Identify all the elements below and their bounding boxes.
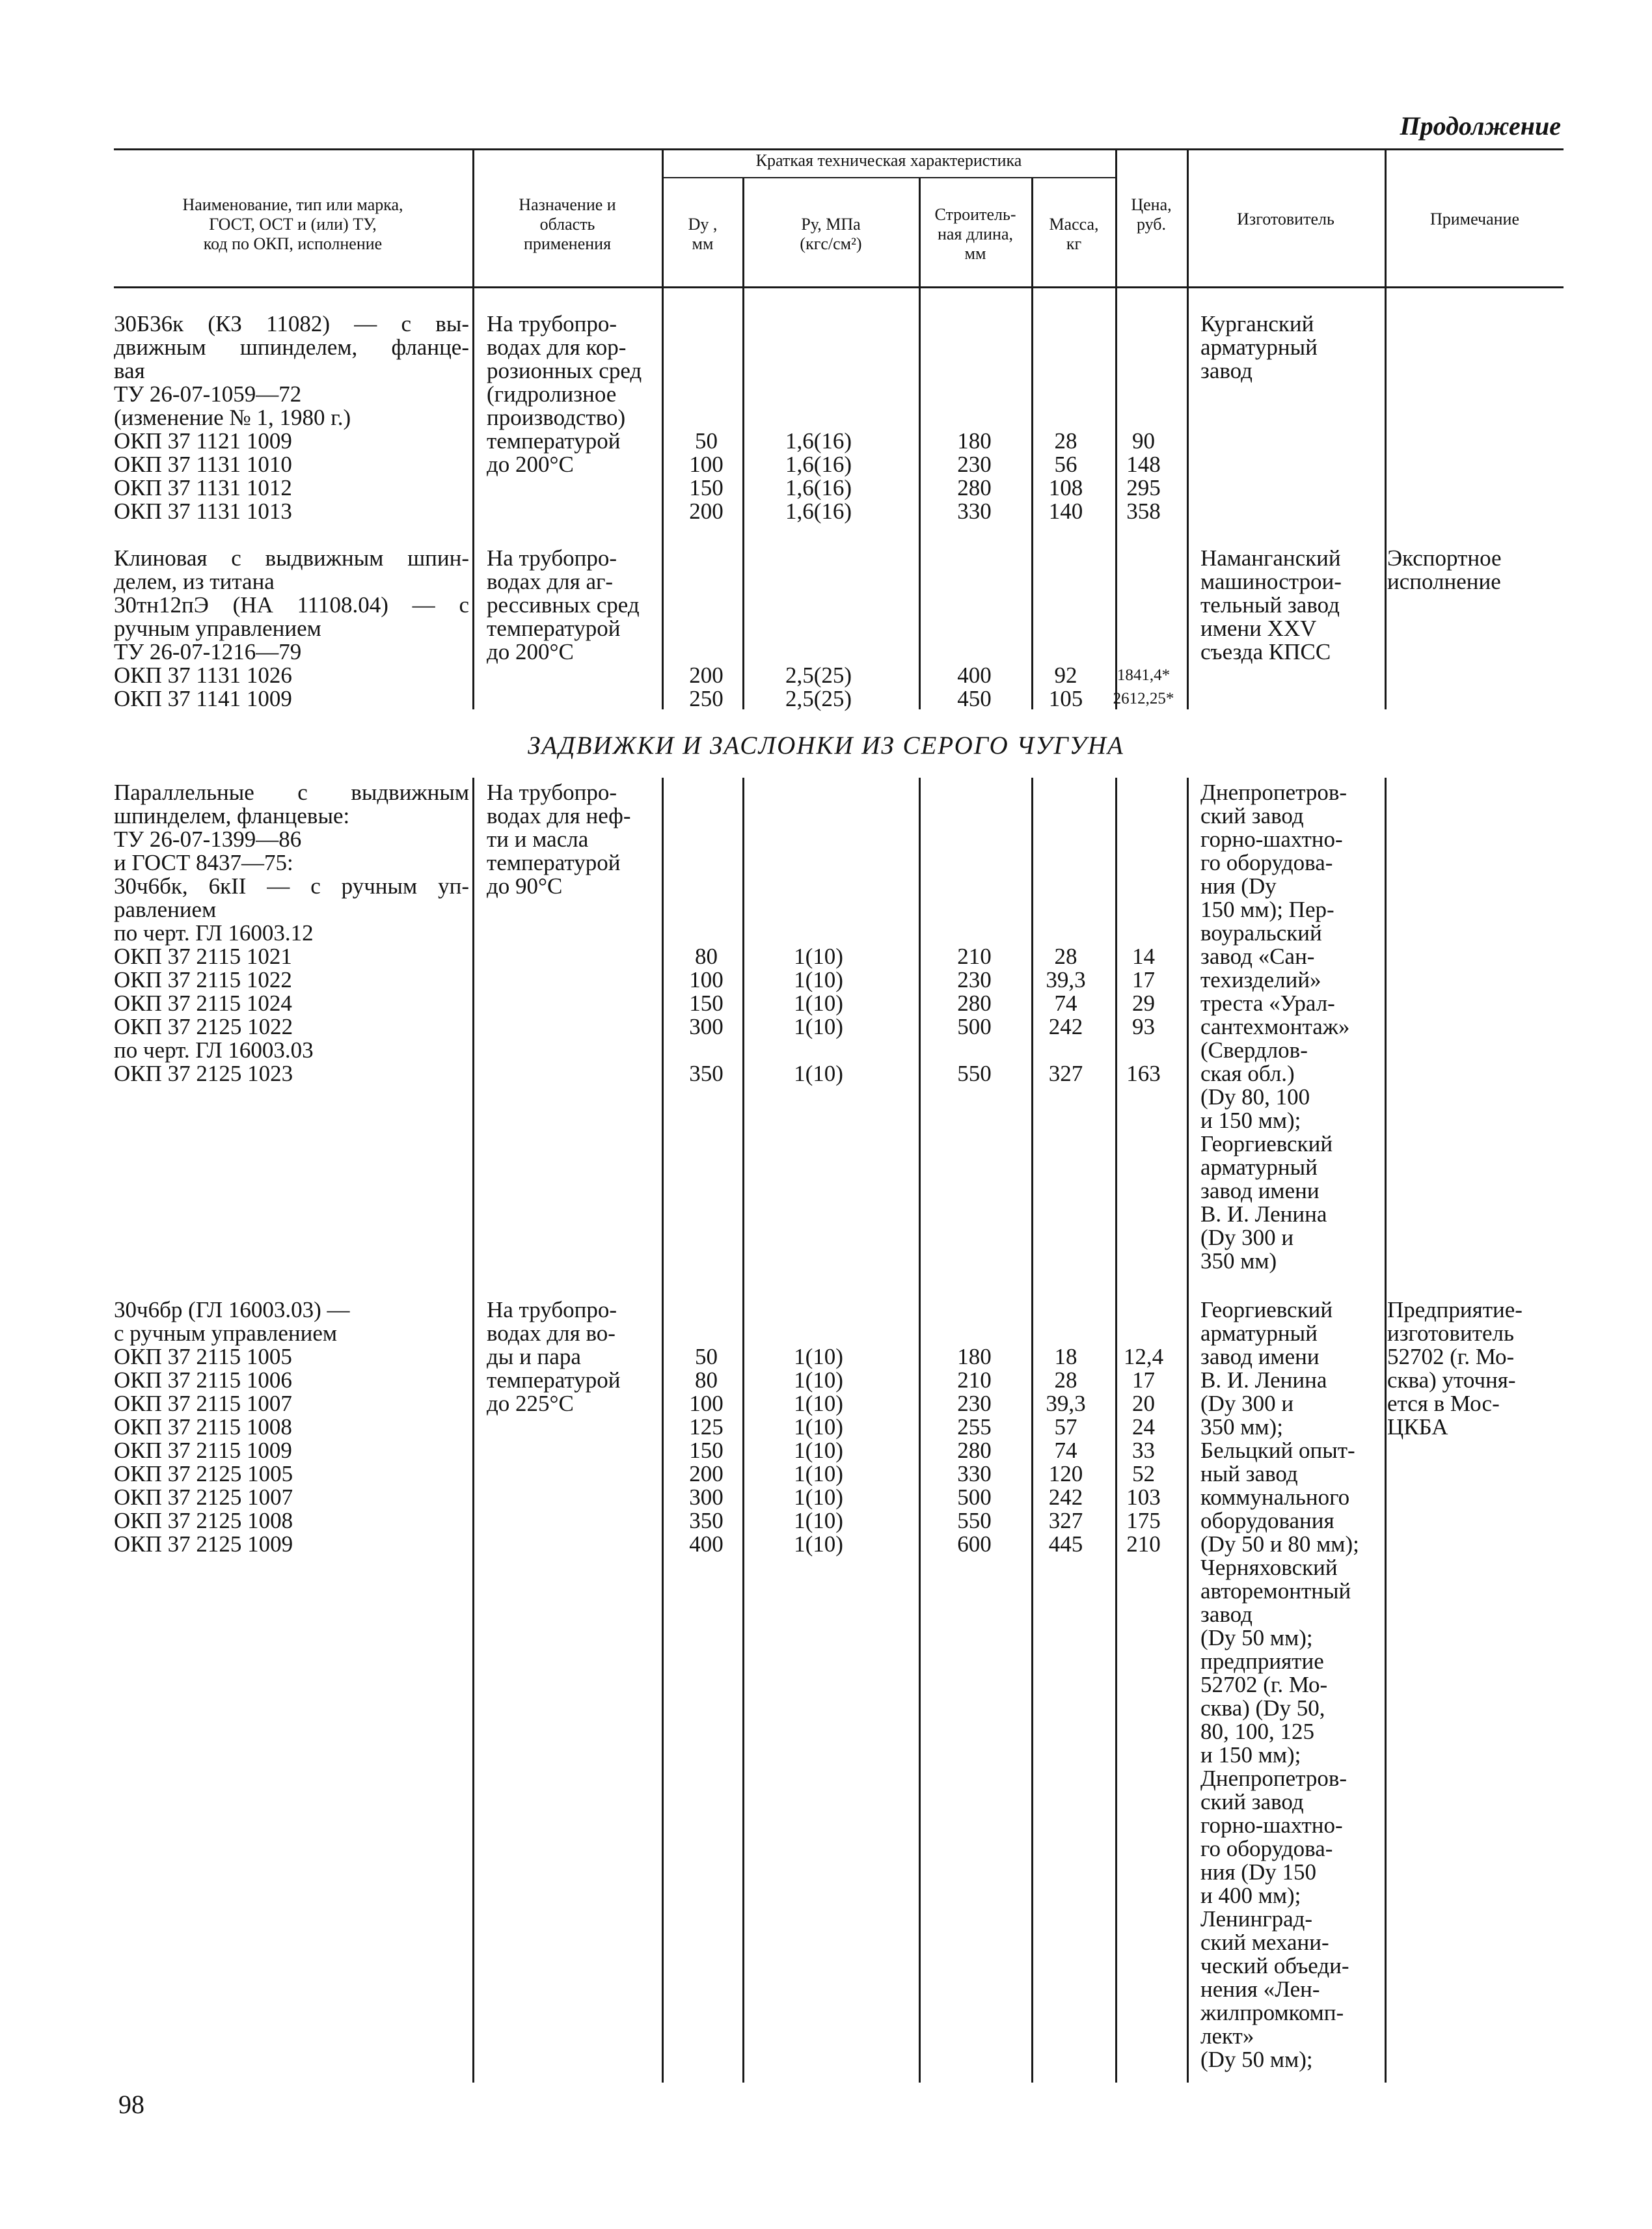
length-values: 210 230 280 500 550 [957, 944, 992, 1086]
column-divider [919, 778, 921, 2083]
dy-values: 50 100 150 200 [689, 428, 724, 524]
item-purpose: На трубопро- водах для неф- ти и масла температурой до 90°С [487, 780, 631, 899]
length-values: 180 210 230 255 280 330 500 550 600 [957, 1344, 992, 1557]
mass-values: 18 28 39,3 57 74 120 242 327 445 [1046, 1344, 1086, 1557]
mass-values: 92 105 [1048, 663, 1083, 711]
note: Предприятие- изготовитель 52702 (г. Мо- сква) уточня- ется в Мос- ЦКБА [1387, 1297, 1523, 1440]
length-values: 400 450 [957, 663, 992, 711]
note: Экспортное исполнение [1387, 545, 1502, 594]
item-name: 30Б36к (КЗ 11082) — с вы- движным шпинделем, фланце- вая ТУ 26-07-1059—72 (изменение № 1, 1980 г.) ОКП 37 1121 1009 ОКП 37 1131 1010 ОКП 37 1131 1012 ОКП 37 1131 1013 [114, 311, 469, 524]
column-divider [1187, 150, 1189, 709]
item-name: Параллельные с выдвижным шпинделем, фланцевые: ТУ 26-07-1399—86 и ГОСТ 8437—75: 30ч6бк, 6кII — с ручным уп- равлением по черт. ГЛ 16003.12 ОКП 37 2115 1021 ОКП 37 2115 1022 ОКП 37 2115 1024 ОКП 37 2125 1022 по черт. ГЛ 16003.03 ОКП 37 2125 1023 [114, 780, 469, 1086]
header-maker: Изготовитель [1237, 210, 1334, 228]
header-dy: Dу , мм [688, 215, 718, 253]
column-divider [742, 778, 744, 2083]
manufacturer: Георгиевский арматурный завод имени В. И. Ленина (Dу 300 и 350 мм); Бельцкий опыт- ный завод коммунального оборудования (Dу 50 и 80 мм); Черняховский авторемонтный завод (Dу 50 мм); предприятие 52702 (г. Мо- сква) (Dу 50, 80, 100, 125 и 150 мм); Днепропетров- ский завод горно-шахтно- го оборудова- ния (Dу 150 и 400 мм); Ленинград- ский механи- ческий объеди- нения «Лен- жилпромкомп- лект» (Dу 50 мм); [1200, 1297, 1359, 2072]
table-top-rule [114, 148, 1564, 150]
header-length: Строитель- ная длина, мм [934, 205, 1016, 263]
manufacturer: Наманганский машинострои- тельный завод имени XXV съезда КПСС [1200, 545, 1342, 664]
dy-values: 50 80 100 125 150 200 300 350 400 [689, 1344, 724, 1557]
section-title: ЗАДВИЖКИ И ЗАСЛОНКИ ИЗ СЕРОГО ЧУГУНА [528, 732, 1124, 759]
mass-values: 28 39,3 74 242 327 [1046, 944, 1086, 1086]
py-values: 1,6(16) 1,6(16) 1,6(16) 1,6(16) [785, 428, 852, 524]
column-divider [1385, 778, 1387, 2083]
item-name: Клиновая с выдвижным шпин- делем, из титана 30тн12пЭ (НА 11108.04) — с ручным управлением ТУ 26-07-1216—79 ОКП 37 1131 1026 ОКП 37 1141 1009 [114, 545, 469, 711]
header-price: Цена, руб. [1131, 195, 1172, 234]
length-values: 180 230 280 330 [957, 428, 992, 524]
header-bottom-rule [114, 286, 1564, 288]
header-name: Наименование, тип или марка, ГОСТ, ОСТ и (или) ТУ, код по ОКП, исполнение [182, 195, 403, 253]
column-divider [1385, 150, 1387, 709]
header-tech: Краткая техническая характеристика [755, 151, 1022, 170]
py-values: 1(10) 1(10) 1(10) 1(10) 1(10) 1(10) 1(10) 1(10) 1(10) [794, 1344, 843, 1557]
price-values: 12,4 17 20 24 33 52 103 175 210 [1123, 1344, 1164, 1557]
header-mass: Масса, кг [1049, 215, 1099, 253]
item-purpose: На трубопро- водах для во- ды и пара температурой до 225°С [487, 1297, 621, 1416]
column-divider [472, 150, 474, 709]
manufacturer: Курганский арматурный завод [1200, 311, 1318, 383]
manufacturer: Днепропетров- ский завод горно-шахтно- го оборудова- ния (Dу 150 мм); Пер- воуральский завод «Сан- техизделий» треста «Урал- сантехмонтаж» (Свердлов- ская обл.) (Dу 80, 100 и 150 мм); Георгиевский арматурный завод имени В. И. Ленина (Dу 300 и 350 мм) [1200, 780, 1350, 1274]
column-divider [1187, 778, 1189, 2083]
column-divider [662, 778, 664, 2083]
item-purpose: На трубопро- водах для аг- рессивных сред температурой до 200°С [487, 545, 640, 664]
column-divider [472, 778, 474, 2083]
dy-values: 80 100 150 300 350 [689, 944, 724, 1086]
page-number: 98 [118, 2090, 144, 2119]
item-purpose: На трубопро- водах для кор- розионных сред (гидролизное производство) температурой до 200°С [487, 311, 642, 477]
item-name: 30ч6бр (ГЛ 16003.03) — с ручным управлением ОКП 37 2115 1005 ОКП 37 2115 1006 ОКП 37 2115 1007 ОКП 37 2115 1008 ОКП 37 2115 1009 ОКП 37 2125 1005 ОКП 37 2125 1007 ОКП 37 2125 1008 ОКП 37 2125 1009 [114, 1297, 350, 1557]
py-values: 2,5(25) 2,5(25) [785, 663, 852, 711]
mass-values: 28 56 108 140 [1048, 428, 1083, 524]
price-values: 14 17 29 93 163 [1126, 944, 1161, 1086]
price-values: 1841,4* 2612,25* [1113, 666, 1174, 707]
dy-values: 200 250 [689, 663, 724, 711]
py-values: 1(10) 1(10) 1(10) 1(10) 1(10) [794, 944, 843, 1086]
continuation-label: Продолжение [1400, 111, 1561, 141]
header-py: Pу, МПа (кгс/см²) [800, 215, 862, 253]
tech-group-rule [662, 177, 1115, 178]
price-values: 90 148 295 358 [1126, 428, 1161, 524]
header-purpose: Назначение и область применения [519, 195, 616, 253]
header-note: Примечание [1429, 210, 1520, 228]
column-divider [742, 178, 744, 709]
